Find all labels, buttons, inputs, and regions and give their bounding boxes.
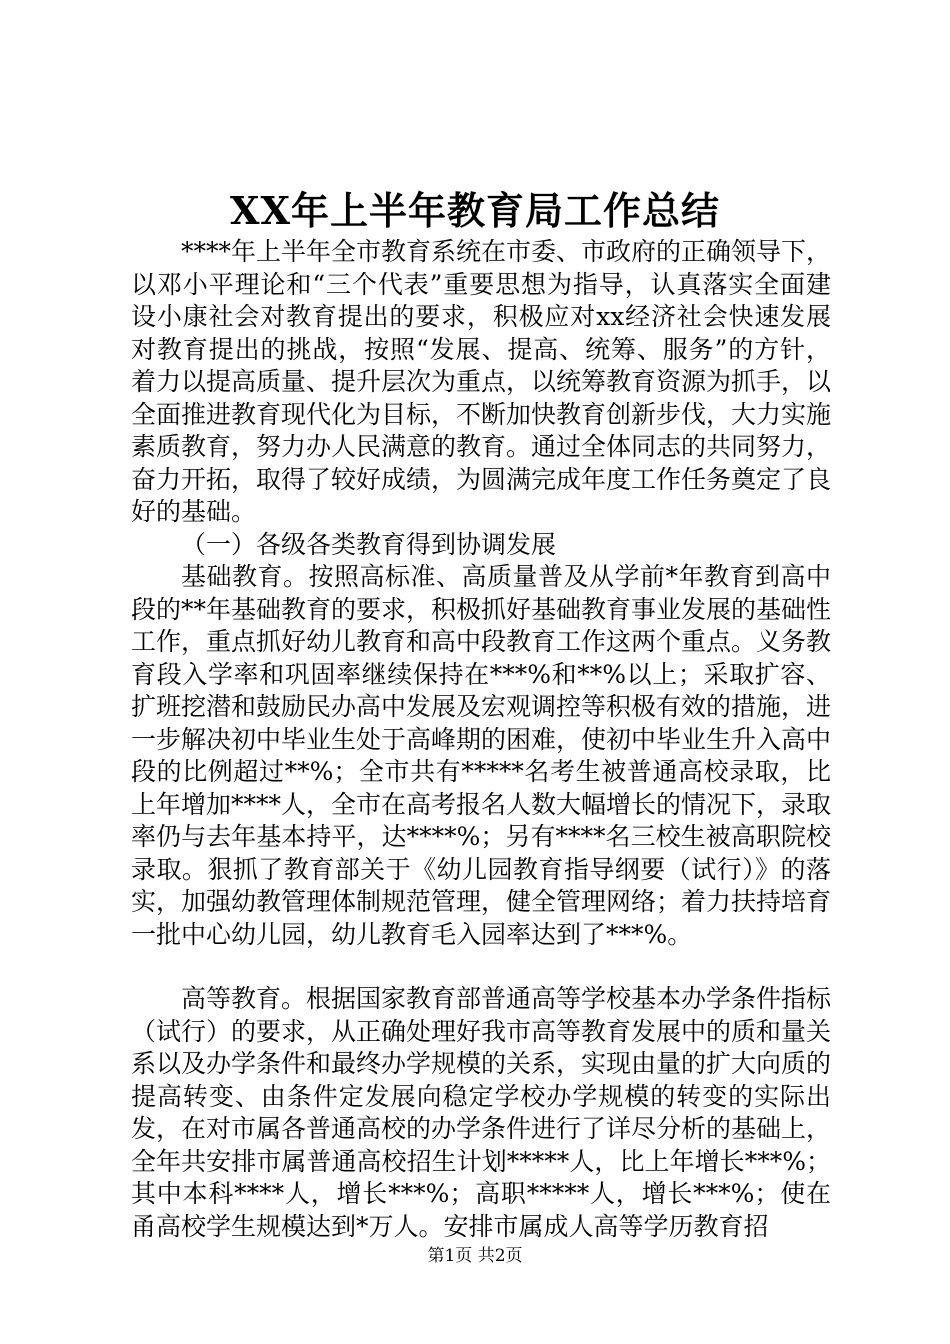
section-heading: （一）各级各类教育得到协调发展 (181, 529, 557, 559)
document-body (131, 236, 831, 1243)
basic-education-paragraph: 基础教育。按照高标准、高质量普及从学前*年教育到高中段的**年基础教育的要求，积极抓好基础教育事业发展的基础性工作，重点抓好幼儿教育和高中段教育工作这两个重点。义务教育段入学率和巩固率继续保持在***%和**%以上；采取扩容、扩班挖潜和鼓励民办高中发展及宏观调控等积极有效的措施，进一步解决初中毕业生处于高峰期的困难，使初中毕业生升入高中段的比例超过**%；全市共有*****名考生被普通高校录取，比上年增加****人，全市在高考报名人数大幅增长的情况下，录取率仍与去年基本持平，达****%；另有****名三校生被高职院校录取。狠抓了教育部关于《幼儿园教育指导纲要（试行）》的落实，加强幼教管理体制规范管理，健全管理网络；着力扶持培育一批中心幼儿园，幼儿教育毛入园率达到了***%。 (131, 562, 832, 949)
intro-paragraph: ****年上半年全市教育系统在市委、市政府的正确领导下，以邓小平理论和“三个代表”重要思想为指导，认真落实全面建设小康社会对教育提出的要求，积极应对xx经济社会快速发展对教育提出的挑战，按照“发展、提高、统筹、服务”的方针，着力以提高质量、提升层次为重点，以统筹教育资源为抓手，以全面推进教育现代化为目标，不断加快教育创新步伐，大力实施素质教育，努力办人民满意的教育。通过全体同志的共同努力，奋力开拓，取得了较好成绩，为圆满完成年度工作任务奠定了良好的基础。 (131, 237, 832, 526)
document-title: XX年上半年教育局工作总结 (230, 188, 720, 233)
page-number-footer: 第1页 共2页 (427, 1246, 523, 1266)
higher-education-paragraph: 高等教育。根据国家教育部普通高等学校基本办学条件指标（试行）的要求，从正确处理好我市高等教育发展中的质和量关系以及办学条件和最终办学规模的关系，实现由量的扩大向质的提高转变、由条件定发展向稳定学校办学规模的转变的实际出发，在对市属各普通高校的办学条件进行了详尽分析的基础上，全年共安排市属普通高校招生计划*****人，比上年增长***%；其中本科****人，增长***%；高职*****人，增长***%；使在甬高校学生规模达到*万人。安排市属成人高等学历教育招 (131, 984, 832, 1241)
